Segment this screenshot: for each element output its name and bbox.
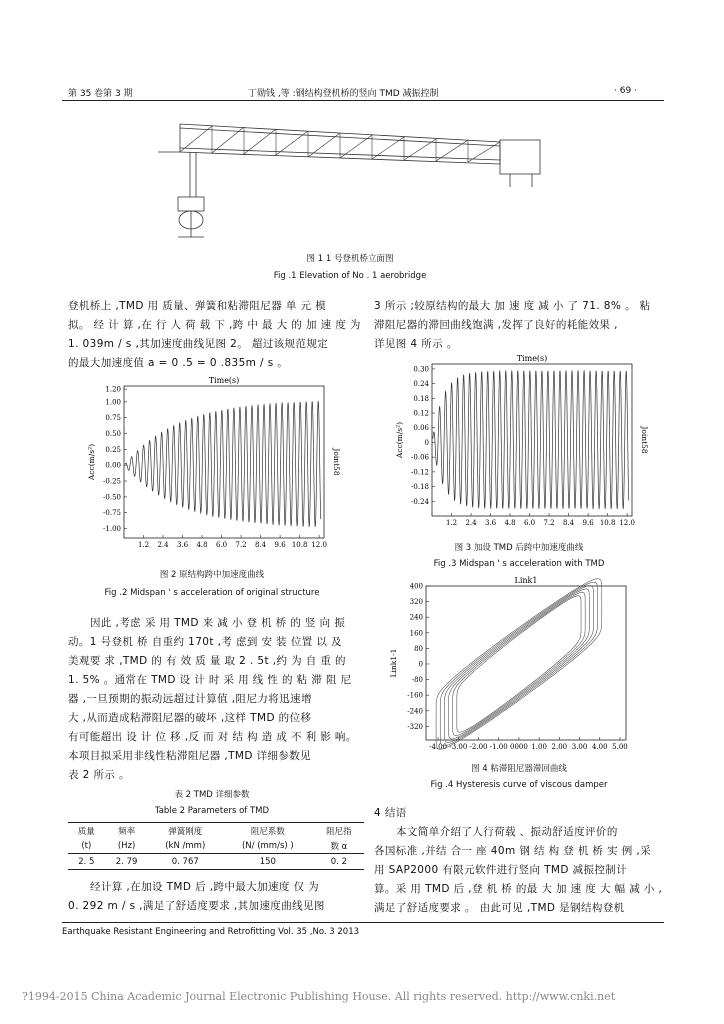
x-tick-label: 2.4	[157, 541, 169, 549]
table-cell: 2. 5	[78, 856, 95, 867]
text-line: 动。1 号登机 桥 自重约 170t ,考 虑到 安 装 位置 以 及	[68, 636, 342, 648]
y-tick-label: 0	[424, 438, 429, 447]
x-tick-label: 4.8	[504, 519, 516, 527]
y-tick-label: 0.25	[105, 445, 121, 454]
table-unit-cell: (Hz)	[117, 840, 136, 851]
plot-frame	[426, 586, 626, 740]
y-tick-label: 0.00	[105, 461, 121, 470]
y-tick-label: 0	[418, 660, 423, 669]
left-column-mid-text	[68, 614, 358, 785]
table-cell: 2. 79	[115, 856, 138, 867]
x-tick-label: 12.0	[619, 519, 635, 527]
y-axis-label: Link1-1	[389, 648, 398, 678]
y-axis-label: Acc(m/s²)	[395, 421, 404, 459]
x-tick-label: 9.6	[274, 541, 286, 549]
text-line: 有可能超出 设 计 位 移 ,反 而 对 结 构 造 成 不 利 影 响。	[68, 731, 357, 743]
x-tick-label: 3.6	[176, 541, 189, 549]
text-line: 器 ,一旦预期的振动远超过计算值 ,阻尼力将迅速增	[68, 693, 312, 705]
chart-title: Time(s)	[516, 354, 548, 363]
hysteresis-loop	[444, 586, 593, 743]
text-line: 3 所示 ;较原结构的最大 加 速 度 减 小 了 71. 8% 。 粘	[374, 300, 651, 312]
y-tick-label: 0.06	[413, 424, 429, 433]
journal-issue: 第 35 卷第 3 期	[68, 89, 133, 99]
text-line: 各国标准 ,并结 合一 座 40m 钢 结 构 登 机 桥 实 例 ,采	[374, 845, 652, 857]
x-tick-label: 10.8	[599, 519, 616, 527]
x-tick-label: 4.00	[591, 743, 608, 751]
conclusion-section	[374, 804, 664, 918]
table-unit-cell: 数 α	[330, 841, 348, 852]
text-line: 1. 5% 。通常在 TMD 设 计 时 采 用 线 性 的 粘 滞 阻 尼	[68, 674, 352, 686]
x-tick-label: 6.0	[215, 541, 228, 549]
x-tick-label: 10.8	[291, 541, 308, 549]
table-header-cell: 弹簧刚度	[168, 826, 203, 837]
x-tick-label: 1.2	[137, 541, 150, 549]
x-tick-label: 9.6	[582, 519, 594, 527]
figure-3-caption-en: Fig .3 Midspan ' s acceleration with TMD	[433, 559, 605, 569]
x-tick-label: -2.00	[469, 743, 488, 751]
running-title: 丁勋钱 ,等 :钢结构登机桥的竖向 TMD 减振控制	[248, 89, 439, 99]
x-tick-label: 5.00	[612, 743, 628, 751]
figure-1-caption-cn: 图 1 1 号登机桥立面图	[306, 254, 394, 264]
text-line: 用 SAP2000 有限元软件进行竖向 TMD 减振控制计	[374, 864, 628, 876]
chart-title: Link1	[514, 576, 538, 585]
x-tick-label: 1.2	[445, 519, 458, 527]
figure-1-bridge-drawing	[150, 112, 550, 242]
header-rule	[62, 100, 664, 101]
right-column-top-text	[374, 297, 664, 354]
table-units-row	[68, 838, 364, 854]
text-line: 满足了舒适度要求 。 由此可见 ,TMD 是钢结构登机	[374, 902, 625, 914]
y-tick-label: 400	[409, 582, 423, 591]
y-tick-label: -240	[407, 707, 423, 716]
table-unit-cell: (t)	[81, 840, 92, 851]
y-tick-label: 1.00	[105, 398, 121, 407]
y-axis-label: Acc(m/s²)	[87, 443, 96, 481]
text-line: 拟。 经 计 算 ,在 行 人 荷 载 下 ,跨 中 最 大 的 加 速 度 为	[68, 319, 361, 331]
text-line: 1. 039m / s ,其加速度曲线见图 2。 超过该规范规定	[68, 338, 329, 350]
text-line: 美观要 求 ,TMD 的 有 效 质 量 取 2 . 5t ,约 为 自 重 的	[68, 655, 346, 667]
table-header-cell: 质量	[77, 826, 95, 837]
y-tick-label: -0.06	[411, 453, 429, 462]
text-line: 算。采 用 TMD 后 ,登 机 桥 的最 大 加 速 度 大 幅 减 小 ,	[374, 883, 663, 895]
x-tick-label: -4.00	[429, 743, 448, 751]
text-line: 详见图 4 所示 。	[374, 338, 458, 350]
hysteresis-loop	[436, 579, 602, 749]
y-tick-label: 0.30	[413, 365, 429, 374]
right-axis-label: Joint58	[640, 426, 649, 454]
table-unit-cell: (N/ (mm/s) )	[241, 840, 294, 851]
y-tick-label: -0.50	[103, 493, 121, 502]
acceleration-series-line	[125, 401, 321, 526]
table-2-title-cn: 表 2 TMD 详细参数	[174, 790, 250, 800]
right-axis-label: Joint58	[332, 448, 341, 476]
y-tick-label: 0.50	[105, 430, 121, 438]
tmd-parameters-table	[68, 822, 364, 870]
x-tick-label: 8.4	[563, 519, 575, 527]
y-tick-label: -80	[411, 676, 423, 685]
journal-footer: Earthquake Resistant Engineering and Retrofitting Vol. 35 ,No. 3 2013	[62, 927, 360, 937]
table-cell: 0. 2	[330, 856, 348, 867]
y-tick-label: -320	[407, 722, 423, 731]
figure-4-chart	[389, 574, 650, 756]
page-number: · 69 ·	[614, 86, 637, 96]
y-tick-label: -160	[407, 691, 423, 700]
x-tick-label: 7.2	[235, 541, 247, 549]
text-line: 0. 292 m / s ,满足了舒适度要求 ,其加速度曲线见图	[68, 900, 325, 912]
table-header-cell: 阻尼系数	[250, 826, 285, 837]
text-line: 经计算 ,在加设 TMD 后 ,跨中最大加速度 仅 为	[90, 881, 320, 893]
text-line: 表 2 所示 。	[68, 769, 130, 781]
left-column-bottom-text	[68, 878, 358, 916]
y-tick-label: -0.24	[411, 497, 429, 506]
x-tick-label: 7.2	[543, 519, 555, 527]
table-cell: 0. 767	[171, 856, 199, 867]
figure-1-caption-en: Fig .1 Elevation of No . 1 aerobridge	[273, 271, 427, 281]
left-column-top-text	[68, 297, 361, 373]
hysteresis-loop	[440, 582, 597, 746]
y-tick-label: 0.18	[413, 394, 429, 403]
table-unit-cell: (kN /mm)	[165, 840, 206, 851]
acceleration-series-line	[433, 371, 629, 509]
table-row	[68, 854, 364, 870]
figure-3-chart	[390, 352, 652, 532]
y-tick-label: -0.75	[103, 509, 121, 518]
y-tick-label: 320	[409, 598, 423, 607]
y-tick-label: -0.12	[411, 468, 429, 477]
text-line: 登机桥上 ,TMD 用 质量、弹簧和粘滞阻尼器 单 元 模	[68, 300, 327, 312]
table-header-cell: 阻尼指	[326, 826, 352, 837]
figure-3-caption-cn: 图 3 加设 TMD 后跨中加速度曲线	[454, 543, 584, 553]
x-tick-label: 6.0	[523, 519, 536, 527]
x-tick-label: 2.00	[551, 743, 568, 751]
y-tick-label: 160	[409, 629, 423, 638]
text-line: 大 ,从而造成粘滞阻尼器的破坏 ,这样 TMD 的位移	[68, 712, 312, 724]
y-tick-label: -0.25	[103, 477, 121, 486]
table-cell: 150	[259, 856, 276, 867]
y-tick-label: 0.12	[413, 409, 429, 418]
x-tick-label: 3.6	[484, 519, 497, 527]
x-tick-label: 0000	[510, 743, 528, 751]
text-line: 本项目拟采用非线性粘滞阻尼器 ,TMD 详细参数见	[68, 750, 312, 762]
x-tick-label: 8.4	[255, 541, 267, 549]
text-line: 滞阻尼器的滞回曲线饱满 ,发挥了良好的耗能效果 ,	[374, 319, 618, 331]
x-tick-label: 12.0	[311, 541, 327, 549]
table-header-cell: 频率	[118, 826, 136, 837]
x-tick-label: 2.4	[465, 519, 477, 527]
y-tick-label: -1.00	[103, 525, 121, 533]
section-heading: 4 结语	[374, 807, 407, 819]
y-tick-label: -0.18	[411, 483, 429, 492]
figure-2-chart	[82, 374, 344, 554]
y-tick-label: 0.24	[413, 380, 429, 389]
y-tick-label: 240	[409, 613, 423, 622]
y-tick-label: 0.75	[105, 414, 121, 423]
text-line: 本文简单介绍了人行荷载 、振动舒适度评价的	[396, 826, 618, 838]
text-line: 的最大加速度值 a = 0 .5 = 0 .835m / s 。	[68, 357, 289, 369]
y-tick-label: 1.20	[105, 385, 121, 394]
figure-4-caption-en: Fig .4 Hysteresis curve of viscous damper	[430, 780, 608, 790]
x-tick-label: 4.8	[196, 541, 208, 549]
chart-title: Time(s)	[208, 376, 240, 385]
footer-rule	[62, 922, 664, 923]
text-line: 因此 ,考虑 采 用 TMD 来 减 小 登 机 桥 的 竖 向 振	[90, 617, 346, 629]
table-header-row	[68, 823, 364, 839]
hysteresis-loop	[449, 589, 590, 739]
figure-2-caption-cn: 图 2 原结构跨中加速度曲线	[159, 570, 265, 580]
table-2-title-en: Table 2 Parameters of TMD	[154, 806, 270, 816]
cnki-watermark: ?1994-2015 China Academic Journal Electronic Publishing House. All rights reserved. http://www.cnki.net	[22, 990, 616, 1003]
figure-4-caption-cn: 图 4 粘滞阻尼器滞回曲线	[471, 764, 567, 774]
x-tick-label: 1.00	[531, 743, 547, 751]
figure-2-caption-en: Fig .2 Midspan ' s acceleration of original structure	[104, 588, 320, 598]
x-tick-label: 3.00	[571, 743, 588, 751]
x-tick-label: -3.00	[449, 743, 468, 751]
x-tick-label: -1.00	[489, 743, 508, 751]
y-tick-label: 80	[414, 644, 423, 653]
